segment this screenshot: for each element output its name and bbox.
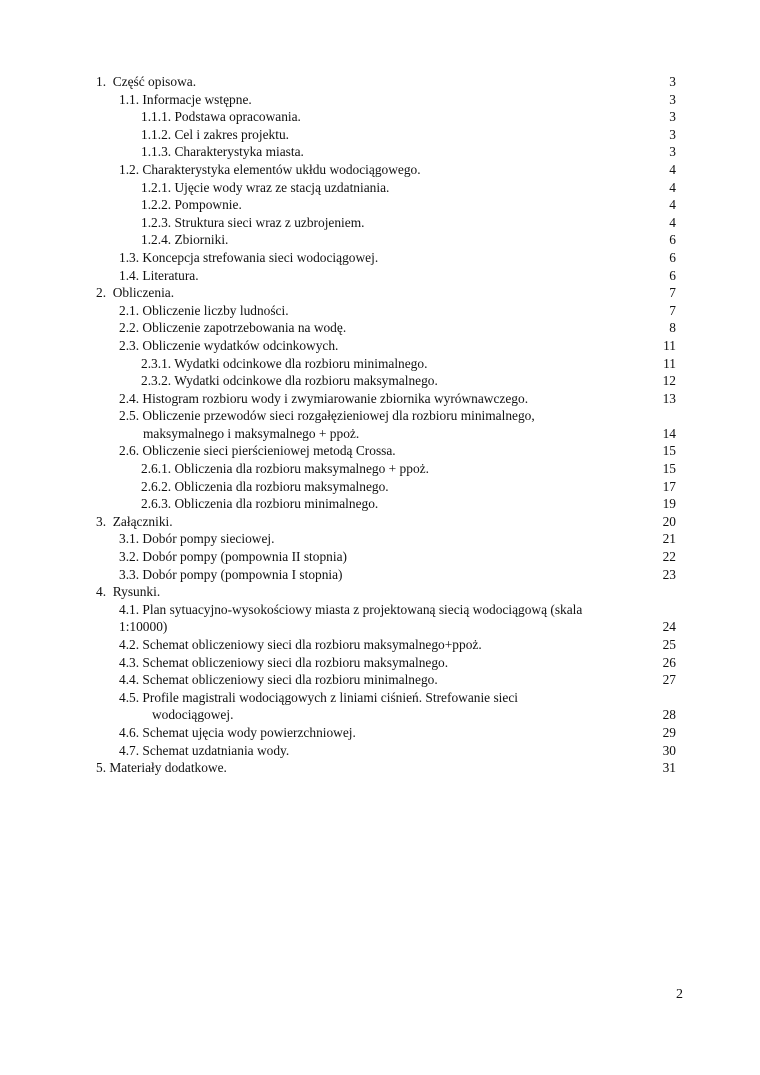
toc-entry (96, 161, 676, 179)
toc-entry-label-line1: 4.5. Profile magistrali wodociągowych z liniami ciśnień. Strefowanie sieci (119, 689, 519, 705)
toc-entry-page: 3 (669, 144, 676, 160)
toc-entry-label: 1.1.2. Cel i zakres projektu. (141, 126, 290, 142)
toc-entry-label-line2: maksymalnego i maksymalnego + ppoż. (143, 425, 360, 441)
toc-entry-page: 20 (662, 513, 676, 529)
toc-entry (96, 442, 676, 460)
toc-entry (96, 249, 676, 267)
toc-entry-label: 4. Rysunki. (96, 584, 161, 600)
toc-entry-label-line1: 2.5. Obliczenie przewodów sieci rozgałęzieniowej dla rozbioru minimalnego, (119, 408, 535, 424)
toc-entry-page: 6 (669, 249, 676, 265)
toc-entry-label: 1.2.2. Pompownie. (141, 197, 242, 213)
toc-entry (96, 91, 676, 109)
toc-entry (96, 302, 676, 320)
toc-entry-page: 28 (662, 707, 676, 723)
toc-entry-page: 17 (662, 478, 676, 494)
toc-entry-label: 4.3. Schemat obliczeniowy sieci dla rozbioru maksymalnego. (119, 654, 449, 670)
toc-entry (96, 319, 676, 337)
toc-entry-page: 24 (662, 619, 676, 635)
toc-entry-label: 2.3. Obliczenie wydatków odcinkowych. (119, 337, 339, 353)
toc-entry-label: 4.6. Schemat ujęcia wody powierzchniowej. (119, 724, 356, 740)
toc-entry (96, 231, 676, 249)
toc-entry (96, 284, 676, 302)
toc-entry-label: 2.4. Histogram rozbioru wody i zwymiarowanie zbiornika wyrównawczego. (119, 390, 529, 406)
toc-entry-label: 2.6.3. Obliczenia dla rozbioru minimalnego. (141, 496, 379, 512)
toc-entry-page: 3 (669, 91, 676, 107)
toc-entry (96, 337, 676, 355)
toc-entry-label: 2.6.2. Obliczenia dla rozbioru maksymalnego. (141, 478, 389, 494)
toc-entry-page: 29 (662, 724, 676, 740)
toc-entry-label: 1.1.3. Charakterystyka miasta. (141, 144, 304, 160)
toc-entry-page: 31 (662, 760, 676, 776)
toc-entry-label: 2.6.1. Obliczenia dla rozbioru maksymalnego + ppoż. (141, 461, 429, 477)
toc-entry-label: 1.2.4. Zbiorniki. (141, 232, 229, 248)
toc-entry (96, 530, 676, 548)
toc-entry-page: 4 (669, 161, 676, 177)
toc-entry-page: 3 (669, 109, 676, 125)
toc-entry-page: 25 (662, 637, 676, 652)
toc-entry-label: 4.7. Schemat uzdatniania wody. (119, 742, 290, 758)
toc-entry (96, 355, 676, 373)
toc-entry (96, 671, 676, 689)
toc-entry-label-line2: wodociągowej. (152, 707, 234, 723)
toc-entry-page: 6 (669, 232, 676, 248)
toc-entry (96, 73, 676, 91)
toc-entry-page: 4 (669, 179, 676, 195)
toc-entry-label: 2. Obliczenia. (96, 285, 175, 301)
toc-entry-label-line2: 1:10000) (119, 619, 168, 635)
toc-entry-label: 4.4. Schemat obliczeniowy sieci dla rozbioru minimalnego. (119, 672, 438, 688)
toc-entry (96, 548, 676, 566)
toc-entry-page: 11 (663, 355, 676, 371)
toc-entry-label: 2.3.1. Wydatki odcinkowe dla rozbioru minimalnego. (141, 355, 428, 371)
toc-entry-label: 5. Materiały dodatkowe. (96, 760, 227, 776)
toc-entry-label (96, 407, 629, 442)
toc-entry (96, 390, 676, 408)
toc-entry-page: 26 (662, 654, 676, 670)
toc-entry (96, 566, 676, 584)
toc-entry-label: 1.1.1. Podstawa opracowania. (141, 109, 301, 125)
toc-entry-label: 2.3.2. Wydatki odcinkowe dla rozbioru maksymalnego. (141, 373, 438, 389)
toc-entry-label (96, 601, 629, 636)
toc-entry-label: 2.6. Obliczenie sieci pierścieniowej metodą Crossa. (119, 443, 396, 459)
toc-entry-label-line1: 4.1. Plan sytuacyjno-wysokościowy miasta z projektowaną siecią wodociągową (skala (119, 601, 583, 617)
toc-entry-label: 3.2. Dobór pompy (pompownia II stopnia) (119, 549, 347, 565)
toc-entry-page: 8 (669, 320, 676, 336)
page-number: 2 (676, 987, 683, 1002)
toc-entry-label: 3. Załączniki. (96, 513, 173, 529)
toc-entry-page: 23 (662, 566, 676, 582)
toc-entry-page: 13 (662, 390, 676, 406)
toc-entry-page: 7 (669, 302, 676, 318)
toc-entry-page: 4 (669, 197, 676, 213)
toc-entry (96, 478, 676, 496)
toc-entry-page: 19 (662, 496, 676, 512)
toc-entry-label: 1. Część opisowa. (96, 74, 197, 89)
toc-entry-label: 1.2.3. Struktura sieci wraz z uzbrojeniem. (141, 214, 365, 230)
toc-entry (96, 126, 676, 144)
toc-entry-page: 4 (669, 214, 676, 230)
toc-entry (96, 495, 676, 513)
toc-entry (96, 108, 676, 126)
toc-entry (96, 601, 676, 636)
toc-entry-page: 11 (663, 337, 676, 353)
toc-entry (96, 372, 676, 390)
toc-entry-label: 4.2. Schemat obliczeniowy sieci dla rozbioru maksymalnego+ppoż. (119, 637, 482, 652)
toc-entry (96, 179, 676, 197)
toc-entry-page: 3 (669, 126, 676, 142)
toc-entry-page: 27 (662, 672, 676, 688)
toc-entry (96, 214, 676, 232)
toc-entry (96, 143, 676, 161)
toc-entry-label: 1.2.1. Ujęcie wody wraz ze stacją uzdatniania. (141, 179, 390, 195)
toc-entry-page: 15 (662, 443, 676, 459)
toc-entry-page: 21 (662, 531, 676, 547)
toc-entry-page: 22 (662, 549, 676, 565)
toc-entry-label: 3.1. Dobór pompy sieciowej. (119, 531, 275, 547)
toc-entry (96, 654, 676, 672)
toc-entry (96, 724, 676, 742)
toc-entry-page: 7 (669, 285, 676, 301)
toc-entry-page: 3 (669, 74, 676, 89)
toc-entry (96, 196, 676, 214)
toc-entry (96, 742, 676, 760)
toc-entry (96, 636, 676, 654)
toc-entry (96, 513, 676, 531)
table-of-contents (96, 73, 676, 777)
toc-entry (96, 759, 676, 777)
toc-entry-label: 1.3. Koncepcja strefowania sieci wodociągowej. (119, 249, 379, 265)
toc-entry-label: 2.1. Obliczenie liczby ludności. (119, 302, 289, 318)
toc-entry (96, 267, 676, 285)
toc-entry-page: 14 (662, 425, 676, 441)
toc-entry-label: 1.1. Informacje wstępne. (119, 91, 252, 107)
toc-entry (96, 689, 676, 724)
toc-entry-label: 1.4. Literatura. (119, 267, 199, 283)
toc-entry-page: 15 (662, 461, 676, 477)
toc-entry-label: 3.3. Dobór pompy (pompownia I stopnia) (119, 566, 343, 582)
toc-entry-label: 2.2. Obliczenie zapotrzebowania na wodę. (119, 320, 347, 336)
toc-entry-label (96, 689, 629, 724)
toc-entry-label: 1.2. Charakterystyka elementów ukłdu wodociągowego. (119, 161, 421, 177)
toc-entry-page: 6 (669, 267, 676, 283)
toc-entry (96, 460, 676, 478)
toc-entry-page: 12 (662, 373, 676, 389)
toc-entry-page: 30 (662, 742, 676, 758)
toc-entry (96, 583, 676, 601)
toc-entry (96, 407, 676, 442)
